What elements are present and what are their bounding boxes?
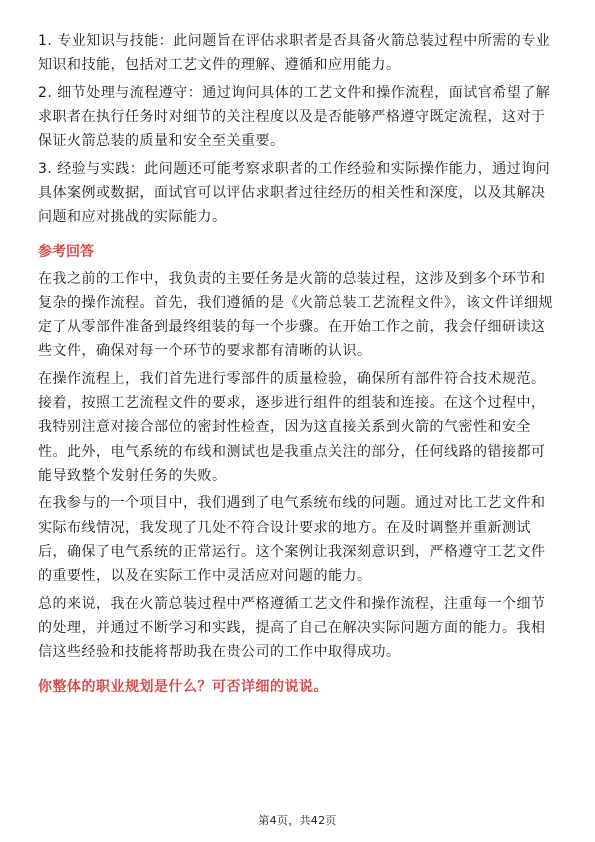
analysis-point-3: 3. 经验与实践：此问题还可能考察求职者的工作经验和实际操作能力，通过询问具体案例或数据，面试官可以评估求职者过往经历的相关性和深度，以及其解决问题和应对挑战的实际能力。 <box>38 161 551 226</box>
analysis-points <box>38 29 557 230</box>
answer-paragraph-2: 在操作流程上，我们首先进行零部件的质量检验，确保所有部件符合技术规范。接着，按照工艺流程文件的要求，逐步进行组件的组装和连接。在这个过程中，我特别注意对接合部位的密封性检查，因为这直接关系到火箭的气密性和安全性。此外，电气系统的布线和测试也是我重点关注的部分，任何线路的错接都可能导致整个发射任务的失败。 <box>38 370 546 484</box>
document-page <box>38 29 557 699</box>
analysis-point-1: 1. 专业知识与技能：此问题旨在评估求职者是否具备火箭总装过程中所需的专业知识和技能，包括对工艺文件的理解、遵循和应用能力。 <box>38 33 551 74</box>
answer-heading: 参考回答 <box>38 243 94 260</box>
answer-paragraph-3: 在我参与的一个项目中，我们遇到了电气系统布线的问题。通过对比工艺文件和实际布线情况，我发现了几处不符合设计要求的地方。在及时调整并重新测试后，确保了电气系统的正常运行。这个案例让我深刻意识到，严格遵守工艺文件的重要性，以及在实际工作中灵活应对问题的能力。 <box>38 495 546 585</box>
answer-paragraph-4: 总的来说，我在火箭总装过程中严格遵循工艺文件和操作流程，注重每一个细节的处理，并通过不断学习和实践，提高了自己在解决实际问题方面的能力。我相信这些经验和技能将帮助我在贵公司的工作中取得成功。 <box>38 595 546 661</box>
analysis-point-2: 2. 细节处理与流程遵守：通过询问具体的工艺文件和操作流程，面试官希望了解求职者在执行任务时对细节的关注程度以及是否能够严格遵守既定流程，这对于保证火箭总装的质量和安全至关重要。 <box>38 84 551 150</box>
next-question-heading: 你整体的职业规划是什么？可否详细的说说。 <box>38 679 328 696</box>
page-footer: 第4页，共42页 <box>258 814 337 827</box>
answer-body <box>38 267 557 665</box>
answer-paragraph-1: 在我之前的工作中，我负责的主要任务是火箭的总装过程，这涉及到多个环节和复杂的操作流程。首先，我们遵循的是《火箭总装工艺流程文件》，该文件详细规定了从零部件准备到最终组装的每一个步骤。在开始工作之前，我会仔细研读这些文件，确保对每一个环节的要求都有清晰的认识。 <box>38 270 553 360</box>
